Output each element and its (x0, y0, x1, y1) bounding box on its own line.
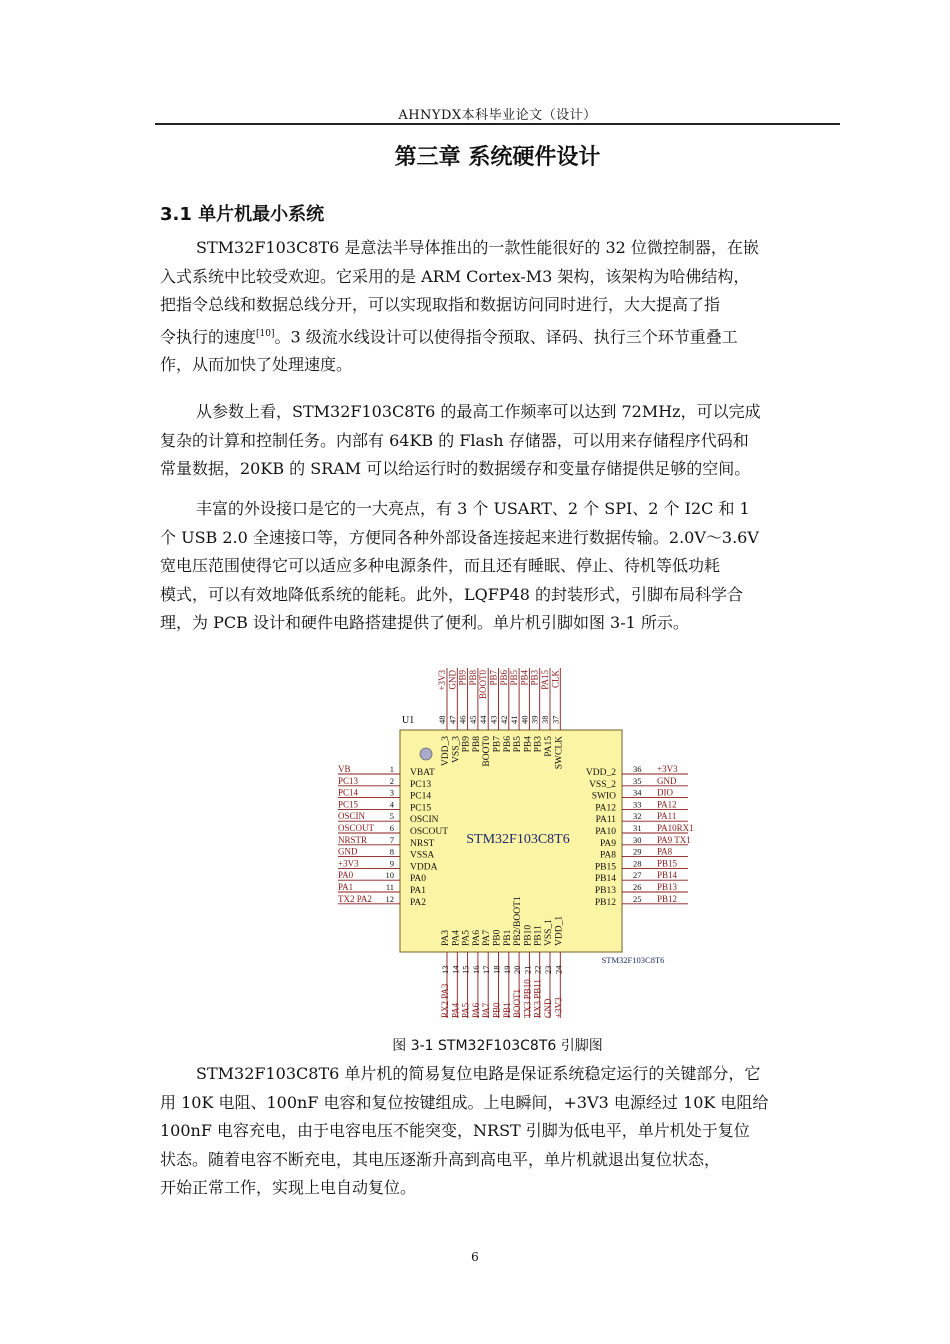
pin-name: VSS_1 (544, 919, 554, 946)
pin-number: 2 (389, 775, 394, 786)
chip-name: STM32F103C8T6 (466, 832, 570, 847)
pin-number: 22 (532, 965, 543, 974)
net-label: TX2 PA2 (338, 893, 372, 904)
paragraph-1 (160, 234, 840, 380)
net-label: PA15 (540, 670, 550, 690)
pin-number: 3 (389, 787, 394, 798)
pin-name: VSSA (410, 850, 435, 861)
pin-name: PB13 (594, 886, 616, 896)
pin-name: PA2 (410, 897, 427, 908)
pin-name: PA3 (441, 929, 451, 946)
pin-name: PA11 (595, 815, 616, 826)
pin-number: 43 (488, 715, 499, 724)
pin-name: PB9 (461, 736, 472, 753)
pin-number: 35 (633, 775, 642, 786)
pin-number: 23 (543, 965, 553, 974)
pin-number: 13 (440, 965, 450, 974)
pin-number: 10 (385, 870, 394, 881)
pin-number: 44 (478, 715, 489, 724)
pin-name: SWIO (591, 791, 616, 802)
page-header: AHNYDX本科毕业论文（设计） (398, 108, 597, 123)
net-label: PB5 (509, 670, 520, 686)
net-label: RX2 PA3 (440, 983, 450, 1018)
pin-number: 5 (389, 811, 394, 822)
net-label: PB7 (488, 670, 499, 686)
net-label: PA9 TX1 (657, 834, 691, 845)
pin-name: NRST (410, 838, 435, 849)
paragraph-line: 入式系统中比较受欢迎。它采用的是 ARM Cortex-M3 架构，该架构为哈佛结构， (160, 266, 750, 286)
net-label: PB1 (501, 1002, 512, 1018)
pin-number: 45 (467, 715, 478, 724)
pin-name: PA8 (599, 850, 616, 861)
net-label: PB8 (467, 670, 478, 686)
pin-number: 16 (470, 965, 481, 974)
pin-number: 1 (389, 764, 394, 774)
pin-number: 17 (481, 965, 492, 974)
pin1-marker (420, 748, 432, 760)
paragraph-line: 宽电压范围使得它可以适应多种电源条件，而且还有睡眠、停止、待机等低功耗 (160, 556, 721, 575)
net-label: PB12 (657, 893, 678, 904)
paragraph-line-part: 令执行的速度 (160, 326, 257, 346)
pin-number: 6 (389, 823, 394, 833)
paragraph-4 (160, 1060, 840, 1203)
pin-name: PB8 (471, 736, 482, 753)
paragraph-line: 100nF 电容充电，由于电容电压不能突变，NRST 引脚为低电平，单片机处于复位 (160, 1121, 750, 1140)
net-label: OSCOUT (338, 823, 375, 833)
pin-number: 42 (498, 715, 509, 724)
chip-label-small: STM32F103C8T6 (601, 955, 665, 965)
pin-number: 11 (385, 882, 394, 892)
paragraph-line: STM32F103C8T6 是意法半导体推出的一款性能很好的 32 位微控制器，在嵌 (196, 238, 759, 257)
pin-name: PB15 (594, 862, 616, 873)
pin-name: VDD_3 (441, 736, 451, 767)
pin-number: 47 (447, 715, 458, 724)
net-label: PA1 (338, 882, 354, 892)
net-label: CLK (550, 670, 561, 688)
paragraph-line: 复杂的计算和控制任务。内部有 64KB 的 Flash 存储器，可以用来存储程序代码和 (160, 430, 749, 450)
pin-number: 26 (633, 882, 642, 892)
net-label: +3V3 (338, 858, 359, 869)
paragraph-line: 状态。随着电容不断充电，其电压逐渐升高到高电平，单片机就退出复位状态， (160, 1149, 721, 1169)
net-label: GND (338, 846, 358, 857)
pin-name: PB10 (523, 924, 534, 946)
pin-name: PA7 (482, 929, 493, 946)
net-label: OSCIN (338, 811, 366, 822)
chapter-title: 第三章 系统硬件设计 (394, 145, 601, 170)
pin-name: PA6 (471, 929, 482, 946)
pin-name: PB1 (502, 929, 513, 946)
net-label: GND (543, 998, 553, 1018)
pin-name: PA12 (595, 803, 616, 814)
pin-name: VSS_2 (589, 779, 616, 790)
net-label: PA10RX1 (657, 823, 694, 833)
paragraph-3 (160, 495, 840, 638)
pin-number: 25 (633, 893, 642, 904)
paragraph-line: 用 10K 电阻、100nF 电容和复位按键组成。上电瞬间，+3V3 电源经过 10K 电阻给 (160, 1092, 769, 1112)
pin-name: PB7 (492, 736, 503, 753)
pin-name: OSCOUT (410, 827, 449, 837)
net-label: GND (447, 670, 458, 690)
net-label: PA5 (460, 1002, 471, 1018)
net-label: PA8 (657, 846, 673, 857)
pin-name: PA5 (461, 929, 472, 946)
net-label: PA11 (657, 811, 677, 822)
net-label: PA7 (481, 1002, 492, 1018)
pin-number: 31 (633, 823, 642, 833)
net-label: PC15 (338, 799, 359, 810)
net-label: PA0 (338, 870, 354, 881)
designator: U1 (402, 715, 415, 726)
pin-name: PB12 (594, 897, 616, 908)
pin-number: 28 (633, 858, 642, 869)
net-label: PB0 (491, 1002, 502, 1018)
pin-number: 30 (633, 834, 642, 845)
net-label: +3V3 (553, 997, 564, 1018)
net-label: TX3 PB10 (522, 979, 533, 1018)
pin-number: 48 (437, 715, 447, 724)
pin-number: 21 (522, 965, 533, 974)
paragraph-line: 丰富的外设接口是它的一大亮点，有 3 个 USART、2 个 SPI、2 个 I2C 和 1 (196, 499, 750, 518)
pin-number: 18 (491, 965, 502, 974)
pin-name: VSS_3 (451, 736, 462, 763)
paragraph-line: 开始正常工作，实现上电自动复位。 (160, 1178, 417, 1197)
net-label: VB (338, 764, 351, 774)
paragraph-line (160, 320, 840, 352)
pin-number: 37 (550, 715, 561, 724)
pin-name: PB2/BOOT1 (513, 896, 524, 946)
net-label: PA12 (657, 799, 677, 810)
pinout-figure (330, 660, 694, 1029)
paragraph-line-part: 。3 级流水线设计可以使得指令预取、译码、执行三个环节重叠工 (274, 326, 738, 346)
pin-number: 36 (633, 764, 642, 774)
pin-name: PA0 (410, 874, 427, 885)
paragraph-line: 作，从而加快了处理速度。 (160, 355, 353, 375)
net-label: RX3 PB11 (532, 979, 543, 1018)
net-label: PB15 (657, 858, 678, 869)
pin-name: PC15 (410, 803, 432, 814)
pin-number: 39 (529, 715, 540, 724)
pin-name: PB0 (492, 929, 503, 946)
pin-number: 46 (457, 715, 468, 724)
net-label: PC14 (338, 787, 359, 798)
pin-number: 12 (385, 893, 394, 904)
pin-number: 4 (389, 799, 394, 810)
net-label: PB14 (657, 870, 678, 881)
paragraph-line: 理，为 PCB 设计和硬件电路搭建提供了便利。单片机引脚如图 3-1 所示。 (160, 613, 689, 632)
net-label: PC13 (338, 775, 359, 786)
net-label: PB13 (657, 882, 678, 892)
pin-number: 19 (501, 965, 512, 974)
pin-number: 38 (540, 715, 550, 724)
pin-name: VDD_2 (585, 768, 616, 778)
pin-number: 40 (519, 715, 530, 724)
net-label: PB3 (529, 670, 540, 686)
paragraph-line: 从参数上看，STM32F103C8T6 的最高工作频率可以达到 72MHz，可以完成 (196, 402, 761, 421)
pin-name: VDD_1 (554, 915, 565, 946)
pin-name: PA9 (599, 838, 616, 849)
pin-name: PB6 (502, 736, 513, 753)
net-label: PA6 (470, 1002, 481, 1018)
net-label: BOOT1 (512, 989, 523, 1018)
net-label: PA4 (450, 1002, 461, 1018)
header-rule (155, 123, 840, 125)
pin-name: PA1 (410, 886, 427, 896)
pin-name: OSCIN (410, 815, 439, 826)
pin-number: 15 (460, 965, 471, 974)
paragraph-line: 把指令总线和数据总线分开，可以实现取指和数据访问同时进行，大大提高了指 (160, 295, 721, 314)
paragraph-2 (160, 398, 840, 484)
pin-number: 24 (553, 965, 564, 974)
page-number: 6 (471, 1250, 479, 1264)
pin-name: PB3 (533, 736, 544, 753)
pin-name: PA4 (451, 929, 462, 946)
pin-name: PA10 (595, 827, 616, 837)
pin-number: 29 (633, 846, 642, 857)
pin-number: 14 (450, 965, 461, 974)
pin-name: PB5 (513, 736, 524, 753)
pin-number: 20 (512, 965, 523, 974)
citation-ref: [10] (256, 328, 275, 339)
pin-number: 9 (389, 858, 394, 869)
pin-name: PB14 (594, 874, 616, 885)
net-label: BOOT0 (478, 670, 489, 699)
pin-name: PC13 (410, 779, 432, 790)
paragraph-line: 个 USB 2.0 全速接口等，方便同各种外部设备连接起来进行数据传输。2.0V～3.6V (160, 527, 759, 547)
pin-name: BOOT0 (482, 736, 493, 767)
paragraph-line: STM32F103C8T6 单片机的简易复位电路是保证系统稳定运行的关键部分，它 (196, 1064, 761, 1083)
net-label: PB9 (457, 670, 468, 686)
pin-number: 33 (633, 799, 642, 810)
pin-number: 27 (633, 870, 642, 881)
pin-name: PA15 (544, 736, 554, 757)
net-label: PB6 (498, 670, 509, 686)
net-label: +3V3 (437, 670, 447, 691)
pin-number: 34 (633, 787, 642, 798)
pin-name: PB11 (533, 925, 544, 946)
pin-name: PB4 (523, 736, 534, 753)
pin-name: VBAT (410, 768, 435, 778)
pin-number: 7 (389, 834, 394, 845)
pin-number: 8 (389, 846, 394, 857)
section-title: 3.1 单片机最小系统 (160, 204, 325, 225)
net-label: NRSTR (338, 834, 368, 845)
net-label: DIO (657, 787, 673, 798)
pinout-diagram (330, 660, 694, 1025)
pin-number: 32 (633, 811, 642, 822)
paragraph-line: 常量数据，20KB 的 SRAM 可以给运行时的数据缓存和变量存储提供足够的空间。 (160, 459, 751, 478)
net-label: GND (657, 775, 677, 786)
pin-name: PC14 (410, 791, 432, 802)
pin-name: VDDA (410, 862, 438, 873)
figure-caption: 图 3-1 STM32F103C8T6 引脚图 (392, 1038, 603, 1054)
pin-number: 41 (509, 715, 520, 724)
pin-name: SWCLK (554, 736, 565, 770)
paragraph-line: 模式，可以有效地降低系统的能耗。此外，LQFP48 的封装形式，引脚布局科学合 (160, 584, 744, 604)
net-label: PB4 (519, 670, 530, 686)
net-label: +3V3 (657, 764, 678, 774)
